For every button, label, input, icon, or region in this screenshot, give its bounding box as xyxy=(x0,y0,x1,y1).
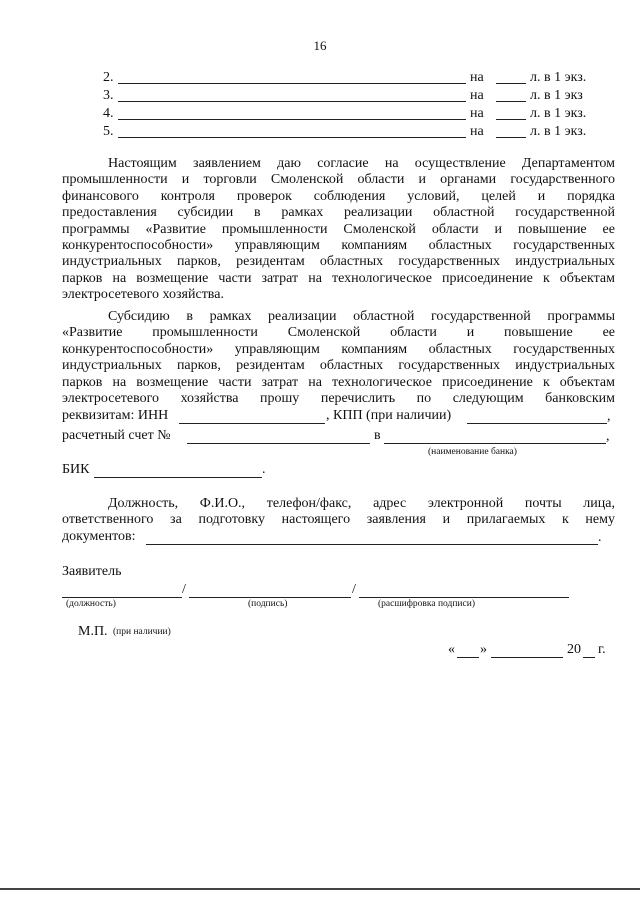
slash-1: / xyxy=(182,582,186,597)
subsidy-line: конкурентоспособности» управляющим компаниям областных государственных xyxy=(62,341,615,357)
subsidy-paragraph xyxy=(62,309,615,407)
attachment-number: 3. xyxy=(103,88,114,103)
position-line xyxy=(62,597,182,598)
attachment-name-line xyxy=(118,101,466,102)
bik-dot: . xyxy=(262,462,266,477)
consent-line: предоставления субсидии в рамках реализации областной государственной xyxy=(62,205,615,221)
subsidy-line: парков на возмещение части затрат на технологическое присоединение к объектам xyxy=(62,374,615,390)
attachment-copies: л. в 1 экз. xyxy=(530,70,587,85)
date-close-quote: » xyxy=(480,642,487,657)
account-label: расчетный счет № xyxy=(62,428,171,443)
consent-line: конкурентоспособности» управляющим компаниям областных государственных xyxy=(62,237,615,253)
attachment-pages-line xyxy=(496,101,526,102)
bank-name-caption: (наименование банка) xyxy=(428,447,517,457)
kpp-comma: , xyxy=(607,409,611,424)
attachment-pages-line xyxy=(496,83,526,84)
slash-2: / xyxy=(352,582,356,597)
attachment-copies: л. в 1 экз xyxy=(530,88,583,103)
responsible-line: Должность, Ф.И.О., телефон/факс, адрес электронной почты лица, xyxy=(108,496,615,511)
attachment-na: на xyxy=(470,88,484,103)
date-month-line xyxy=(491,657,563,658)
kpp-label: , КПП (при наличии) xyxy=(326,408,452,423)
consent-line: промышленности и торговли Смоленской области и органами государственного xyxy=(62,172,615,188)
consent-line: Настоящим заявлением даю согласие на осуществление Департаментом xyxy=(108,156,615,171)
page-number: 16 xyxy=(313,38,327,53)
consent-line: электросетевого хозяйства. xyxy=(62,287,224,303)
subsidy-line: электросетевого хозяйства прошу перечислить по следующим банковским xyxy=(62,390,615,406)
attachment-na: на xyxy=(470,106,484,121)
caption-position: (должность) xyxy=(66,599,116,609)
consent-line: финансового контроля проверок соблюдения условий, целей и порядка xyxy=(62,188,615,204)
attachment-name-line xyxy=(118,137,466,138)
consent-line: индустриальных парков, резидентам областных государственных индустриальных xyxy=(62,254,615,270)
attachment-row xyxy=(103,70,593,88)
scan-edge-line xyxy=(0,888,640,890)
consent-line: программы «Развитие промышленности Смоленской области и повышение ее xyxy=(62,221,615,237)
attachment-number: 2. xyxy=(103,70,114,85)
subsidy-line: Субсидию в рамках реализации областной государственной программы xyxy=(108,309,615,324)
bik-label: БИК xyxy=(62,462,90,477)
attachment-row xyxy=(103,88,593,106)
attachment-row xyxy=(103,106,593,124)
requisites-label: реквизитам: ИНН xyxy=(62,408,169,423)
attachment-number: 4. xyxy=(103,106,114,121)
attachment-copies: л. в 1 экз. xyxy=(530,124,587,139)
subsidy-line: «Развитие промышленности Смоленской области и повышение ее xyxy=(62,325,615,341)
caption-decoding: (расшифровка подписи) xyxy=(378,599,475,609)
date-open-quote: « xyxy=(448,642,455,657)
attachment-number: 5. xyxy=(103,124,114,139)
attachment-name-line xyxy=(118,119,466,120)
stamp-note: (при наличии) xyxy=(113,627,171,637)
attachment-pages-line xyxy=(496,137,526,138)
decoding-line xyxy=(359,597,569,598)
signature-line xyxy=(189,597,351,598)
applicant-label: Заявитель xyxy=(62,564,122,579)
attachment-pages-line xyxy=(496,119,526,120)
date-day-line xyxy=(457,657,479,658)
account-comma: , xyxy=(606,429,610,444)
attachment-na: на xyxy=(470,124,484,139)
attachment-na: на xyxy=(470,70,484,85)
bik-line xyxy=(94,477,262,478)
date-year-suffix: г. xyxy=(598,642,606,657)
attachment-row xyxy=(103,124,593,142)
responsible-line: ответственного за подготовку настоящего заявления и прилагаемых к нему xyxy=(62,512,615,528)
date-year-line xyxy=(583,657,595,658)
consent-paragraph xyxy=(62,156,615,304)
in-bank-label: в xyxy=(374,428,381,443)
documents-label: документов: xyxy=(62,529,136,544)
account-line xyxy=(187,443,370,444)
responsible-line-blank xyxy=(146,544,598,545)
inn-line xyxy=(179,423,325,424)
kpp-line xyxy=(467,423,607,424)
documents-dot: . xyxy=(598,530,602,545)
stamp-label: М.П. xyxy=(78,624,108,639)
attachment-copies: л. в 1 экз. xyxy=(530,106,587,121)
caption-signature: (подпись) xyxy=(248,599,288,609)
responsible-paragraph xyxy=(62,496,615,529)
attachment-name-line xyxy=(118,83,466,84)
consent-line: парков на возмещение части затрат на технологическое присоединение к объектам xyxy=(62,270,615,286)
bank-name-line xyxy=(384,443,606,444)
subsidy-line: индустриальных парков, резидентам областных государственных индустриальных xyxy=(62,358,615,374)
date-year-prefix: 20 xyxy=(567,642,581,657)
